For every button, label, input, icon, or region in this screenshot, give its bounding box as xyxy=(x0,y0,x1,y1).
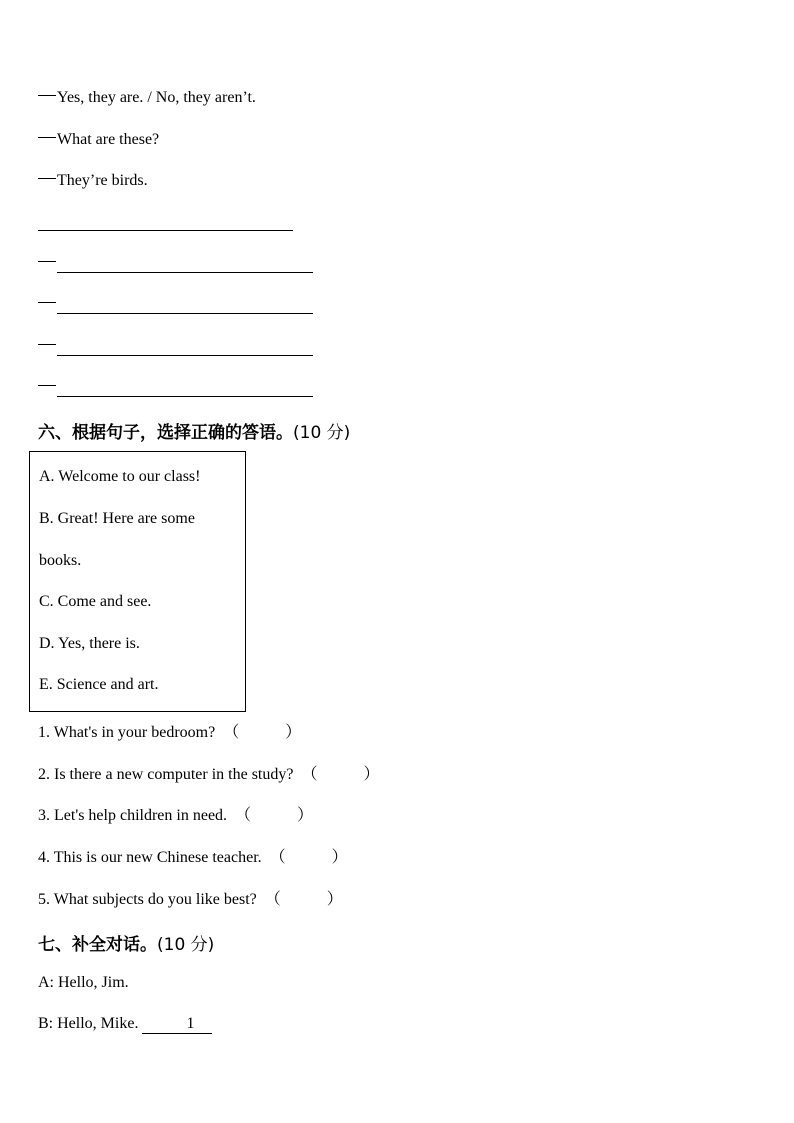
question-item xyxy=(38,806,313,826)
answer-parentheses[interactable]: （ ） xyxy=(223,724,302,741)
answer-underline xyxy=(57,355,313,356)
dialogue-text: Yes, they are. / No, they aren’t. xyxy=(57,89,256,106)
dialogue-line-b xyxy=(38,1014,212,1034)
question-item xyxy=(38,765,380,785)
answer-blank-line[interactable] xyxy=(38,230,293,231)
section-points: (10 分) xyxy=(157,935,215,955)
answer-parentheses[interactable]: （ ） xyxy=(269,849,348,866)
dialogue-line xyxy=(38,130,159,150)
question-item xyxy=(38,848,348,868)
answer-underline xyxy=(57,313,313,314)
dash-mark xyxy=(38,137,56,138)
option-item: A. Welcome to our class! xyxy=(39,468,201,485)
question-text: 5. What subjects do you like best? xyxy=(38,891,257,908)
option-item: books. xyxy=(39,552,82,569)
question-item xyxy=(38,890,343,910)
dialogue-text: What are these? xyxy=(57,131,160,148)
option-item: C. Come and see. xyxy=(39,593,152,610)
answer-blank-row[interactable] xyxy=(38,377,313,397)
question-item xyxy=(38,723,301,743)
dash-mark xyxy=(38,385,56,386)
section-seven-heading xyxy=(38,930,214,955)
dialogue-text: B: Hello, Mike. xyxy=(38,1015,139,1032)
section-title: 六、根据句子，选择正确的答语。 xyxy=(38,423,293,443)
fill-blank[interactable] xyxy=(142,1015,212,1034)
section-six-heading xyxy=(38,418,350,443)
dialogue-text: They’re birds. xyxy=(57,172,148,189)
dash-mark xyxy=(38,261,56,262)
dash-mark xyxy=(38,95,56,96)
section-title: 七、补全对话。 xyxy=(38,935,157,955)
option-item: B. Great! Here are some xyxy=(39,510,195,527)
question-text: 3. Let's help children in need. xyxy=(38,807,228,824)
answer-underline xyxy=(57,272,313,273)
options-box xyxy=(29,451,246,712)
section-points: (10 分) xyxy=(293,423,351,443)
answer-blank-row[interactable] xyxy=(38,294,313,314)
answer-blank-row[interactable] xyxy=(38,253,313,273)
answer-blank-row[interactable] xyxy=(38,336,313,356)
dialogue-line xyxy=(38,88,256,108)
question-text: 4. This is our new Chinese teacher. xyxy=(38,849,262,866)
dash-mark xyxy=(38,178,56,179)
option-item: D. Yes, there is. xyxy=(39,635,140,652)
answer-parentheses[interactable]: （ ） xyxy=(264,891,343,908)
dash-mark xyxy=(38,344,56,345)
dialogue-line xyxy=(38,171,148,191)
answer-underline xyxy=(57,396,313,397)
dash-mark xyxy=(38,302,56,303)
answer-parentheses[interactable]: （ ） xyxy=(235,807,314,824)
question-text: 2. Is there a new computer in the study? xyxy=(38,766,294,783)
answer-parentheses[interactable]: （ ） xyxy=(301,766,380,783)
dialogue-line-a: A: Hello, Jim. xyxy=(38,974,129,991)
blank-number: 1 xyxy=(186,1015,195,1032)
option-item: E. Science and art. xyxy=(39,676,159,693)
question-text: 1. What's in your bedroom? xyxy=(38,724,216,741)
